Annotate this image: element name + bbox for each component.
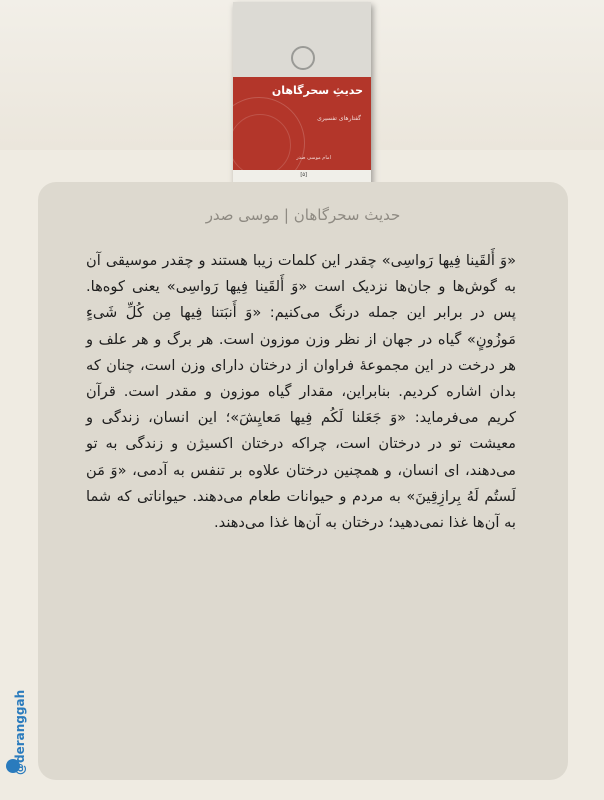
book-title: حدیثِ سحرگاهان — [271, 84, 363, 97]
book-cover-image — [233, 2, 371, 192]
book-subtitle: گفتارهای تفسیری — [317, 115, 361, 122]
channel-watermark — [2, 655, 27, 775]
channel-handle: @deranggah — [13, 689, 27, 775]
book-author: امام موسی صدر — [296, 155, 331, 161]
source-caption: حدیث سحرگاهان | موسی صدر — [205, 206, 401, 224]
quote-body: «وَ أَلقَینا فِیها رَواسِی» چقدر این کلمات زیبا هستند و چقدر موسیقی آن به گوش‌ها و جان‌ها نزدیک است «وَ أَلقَینا فِیها رَواسِی» یعنی کوه‌ها. پس در برابر این جمله درنگ می‌کنیم: «وَ أَنبَتنا فِیها مِن کُلِّ شَیءٍ مَوزُونٍ» گیاه در جهان از نظر وزن موزون است. هر برگ و هر علف و هر درخت در این مجموعهٔ فراوان از درختان دارای وزن است، چنان که بدان اشاره کردیم. بنابراین، مقدار گیاه موزون و مقدر است. قرآن کریم می‌فرماید: «وَ جَعَلنا لَکُم فِیها مَعایِشَ»؛ این انسان، زندگی و معیشت تو در درختان است، چراکه درختان اکسیژن و زندگی به تو می‌دهند، ای انسان، و همچنین درختان علاوه بر تنفس به آدمی، «وَ مَن لَستُم لَهُ بِرازِقِینَ» به مردم و حیوانات طعام می‌دهند. حیواناتی که شما به آن‌ها غذا نمی‌دهید؛ درختان به آن‌ها غذا می‌دهند. — [86, 252, 516, 532]
book-volume: [۵] — [300, 172, 307, 178]
publisher-logo-icon — [291, 46, 315, 70]
